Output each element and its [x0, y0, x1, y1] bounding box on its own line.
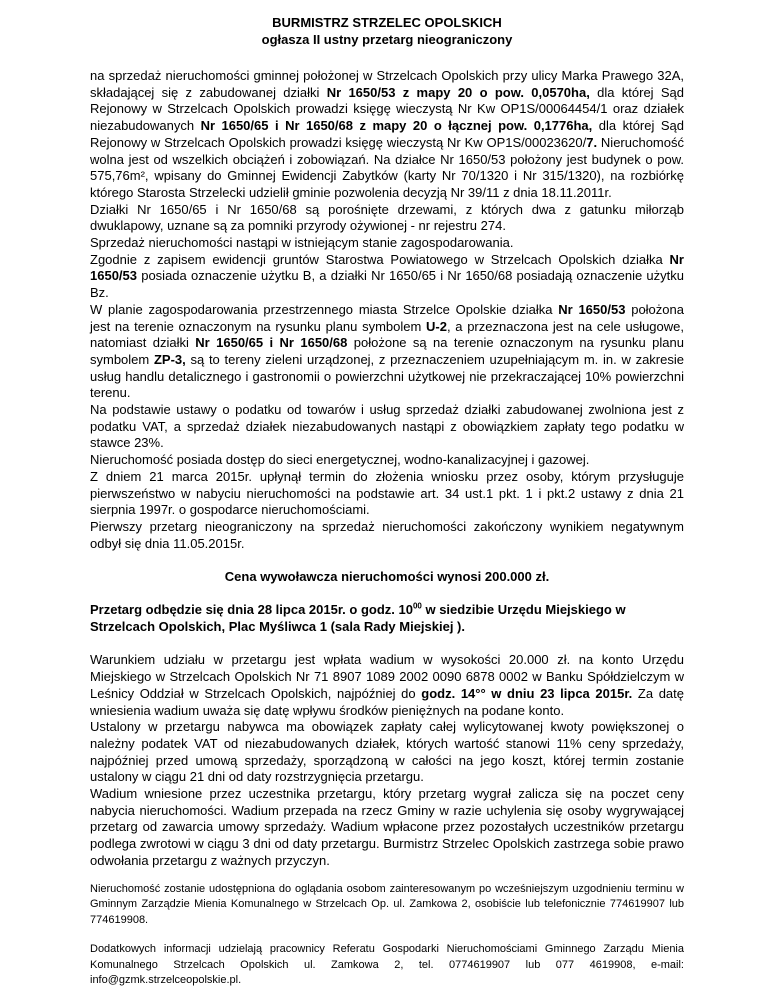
document-title: BURMISTRZ STRZELEC OPOLSKICH — [272, 15, 502, 30]
paragraph-zoning-plan — [90, 302, 684, 402]
paragraph-priority: Z dniem 21 marca 2015r. upłynął termin do złożenia wniosku przez osoby, którym przysługuje pierwszeństwo w nabyciu nieruchomości na podstawie art. 34 ust.1 pkt. 1 i pkt.2 ustawy z dnia 21 sierpnia 1997r. o gospodarce nieruchomościami. — [90, 468, 684, 518]
property-description — [90, 68, 684, 552]
bold-span: Nr 1650/65 i Nr 1650/68 z mapy 20 o łącznej pow. 0,1776ha, — [200, 118, 593, 134]
bold-span: 7. — [586, 134, 598, 150]
superscript: 00 — [412, 602, 422, 612]
text-span: położone są na terenie oznaczonym na rysunku planu symbolem — [90, 335, 684, 367]
bold-span: Nr 1650/53 z mapy 20 o pow. 0,0570ha, — [326, 84, 590, 100]
paragraph-first-auction: Pierwszy przetarg nieograniczony na sprzedaż nieruchomości zakończony wynikiem negatywnym odbył się dnia 11.05.2015r. — [90, 518, 684, 551]
auction-conditions — [90, 652, 684, 869]
paragraph-condition: Sprzedaż nieruchomości nastąpi w istniejącym stanie zagospodarowania. — [90, 235, 514, 251]
text-span: Przetarg odbędzie się dnia 28 lipca 2015r. o godz. 10 — [90, 602, 413, 618]
document-subtitle: ogłasza II ustny przetarg nieograniczony — [261, 32, 513, 47]
text-span: , a przeznaczona jest na cele usługowe, natomiast działki — [90, 318, 684, 351]
contact-note: Dodatkowych informacji udzielają pracownicy Referatu Gospodarki Nieruchomościami Gminnego Zarządu Mienia Komunalnego Strzelcach Opolskich ul. Zamkowa 2, tel. 0774619907 lub 077 4619908, e-mail: info@gzmk.strzelceopolskie.pl. — [90, 943, 684, 987]
bold-span: Nr 1650/53 — [558, 301, 626, 317]
bold-span: Nr 1650/65 i Nr 1650/68 — [195, 335, 348, 351]
text-span: Za datę wniesienia wadium uważa się datę wpływu środków pieniężnych na podane konto. — [90, 685, 684, 718]
text-span: na sprzedaż nieruchomości gminnej położonej w Strzelcach Opolskich przy ulicy Marka Prawego 32A, składającej się z zabudowanej działki — [90, 68, 684, 100]
paragraph-trees: Działki Nr 1650/65 i Nr 1650/68 są porośnięte drzewami, z których dwa z gatunku miłorząb dwuklapowy, uznane są za pomniki przyrody ożywionej - nr rejestru 274. — [90, 201, 684, 234]
text-span: Zgodnie z zapisem ewidencji gruntów Starostwa Powiatowego w Strzelcach Opolskich działka — [90, 251, 670, 267]
paragraph-land-register — [90, 252, 684, 302]
text-span: posiada oznaczenie użytku B, a działki Nr 1650/65 i Nr 1650/68 posiadają oznaczenie użytku Bz. — [90, 268, 684, 301]
bold-span: ZP-3, — [153, 351, 186, 367]
paragraph-property — [90, 68, 684, 202]
text-span: Nieruchomość wolna jest od wszelkich obciążeń i zobowiązań. Na działce Nr 1650/53 położony jest budynek o pow. 575,76m², wpisany do Gminnej Ewidencji Zabytków (karty Nr 70/1320 i Nr 315/1320), na rozbiórkę którego Starosta Strzelecki udzielił gminie pozwolenia decyzją Nr 39/11 z dnia 18.11.2011r. — [90, 134, 684, 200]
text-span: położona jest na terenie oznaczonym na rysunku planu symbolem — [90, 301, 684, 334]
paragraph-vat: Na podstawie ustawy o podatku od towarów i usług sprzedaż działki zabudowanej zwolniona jest z podatku VAT, a sprzedaż działek niezabudowanych nastąpi z obowiązkiem zapłaty tego podatku w stawce 23%. — [90, 402, 684, 451]
text-span: dla której Sąd Rejonowy w Strzelcach Opolskich prowadzi księgę wieczystą Nr Kw OP1S/00023620/ — [90, 118, 684, 150]
text-span: są to tereny zieleni urządzonej, z przeznaczeniem uzupełniającym m. in. w zakresie usług handlu detalicznego i gastronomii o powierzchni użytkowej nie przekraczającej 10% powierzchni terenu. — [90, 351, 684, 401]
starting-price: Cena wywoławcza nieruchomości wynosi 200.000 zł. — [224, 569, 550, 585]
auction-date-location — [90, 601, 684, 635]
bold-span: Nr 1650/53 — [90, 251, 684, 284]
text-span: Warunkiem udziału w przetargu jest wpłata wadium w wysokości 20.000 zł. na konto Urzędu Miejskiego w Strzelcach Opolskich Nr 71 8907 1089 2002 0090 6878 0002 w Banku Spółdzielczym w Leśnicy Oddział w Strzelcach Opolskich, najpóźniej do — [90, 652, 684, 701]
viewing-note: Nieruchomość zostanie udostępniona do oglądania osobom zainteresowanym po wcześniejszym uzgodnieniu terminu w Gminnym Zarządzie Mienia Komunalnego w Strzelcach Op. ul. Zamkowa 2, osobiście lub telefonicznie 774619907 lub 774619908. — [90, 882, 684, 926]
paragraph-deposit — [90, 652, 684, 719]
bold-span: U-2 — [426, 318, 447, 334]
bold-span: godz. 14°° w dniu 23 lipca 2015r. — [421, 685, 633, 701]
paragraph-utilities: Nieruchomość posiada dostęp do sieci energetycznej, wodno-kanalizacyjnej i gazowej. — [90, 452, 590, 468]
text-span: W planie zagospodarowania przestrzennego miasta Strzelce Opolskie działka — [90, 301, 559, 317]
announcement-page — [90, 14, 684, 1000]
paragraph-buyer-obligation: Ustalony w przetargu nabywca ma obowiązek zapłaty całej wylicytowanej kwoty powiększonej o należny podatek VAT od niezabudowanych działek, których wartość stanowi 11% ceny sprzedaży, najpóźniej przed umową sprzedaży, sporządzoną w całości na jego koszt, której termin zostanie ustalony w ciągu 21 dni od daty rozstrzygnięcia przetargu. — [90, 719, 684, 785]
paragraph-deposit-rules: Wadium wniesione przez uczestnika przetargu, który przetarg wygrał zalicza się na poczet ceny nabycia nieruchomości. Wadium przepada na rzecz Gminy w razie uchylenia się osoby wygrywającej przetarg od zawarcia umowy sprzedaży. Wadium wpłacone przez pozostałych uczestników przetargu podlega zwrotowi w ciągu 3 dni od daty przetargu. Burmistrz Strzelec Opolskich zastrzega sobie prawo odwołania przetargu z ważnych przyczyn. — [90, 786, 684, 868]
text-span: w siedzibie Urzędu Miejskiego w Strzelcach Opolskich, Plac Myśliwca 1 (sala Rady Miejskiej ). — [90, 602, 626, 635]
text-span: dla której Sąd Rejonowy w Strzelcach Opolskich prowadzi księgę wieczystą Nr Kw OP1S/00064454/1 oraz działek niezabudowanych — [90, 84, 684, 134]
